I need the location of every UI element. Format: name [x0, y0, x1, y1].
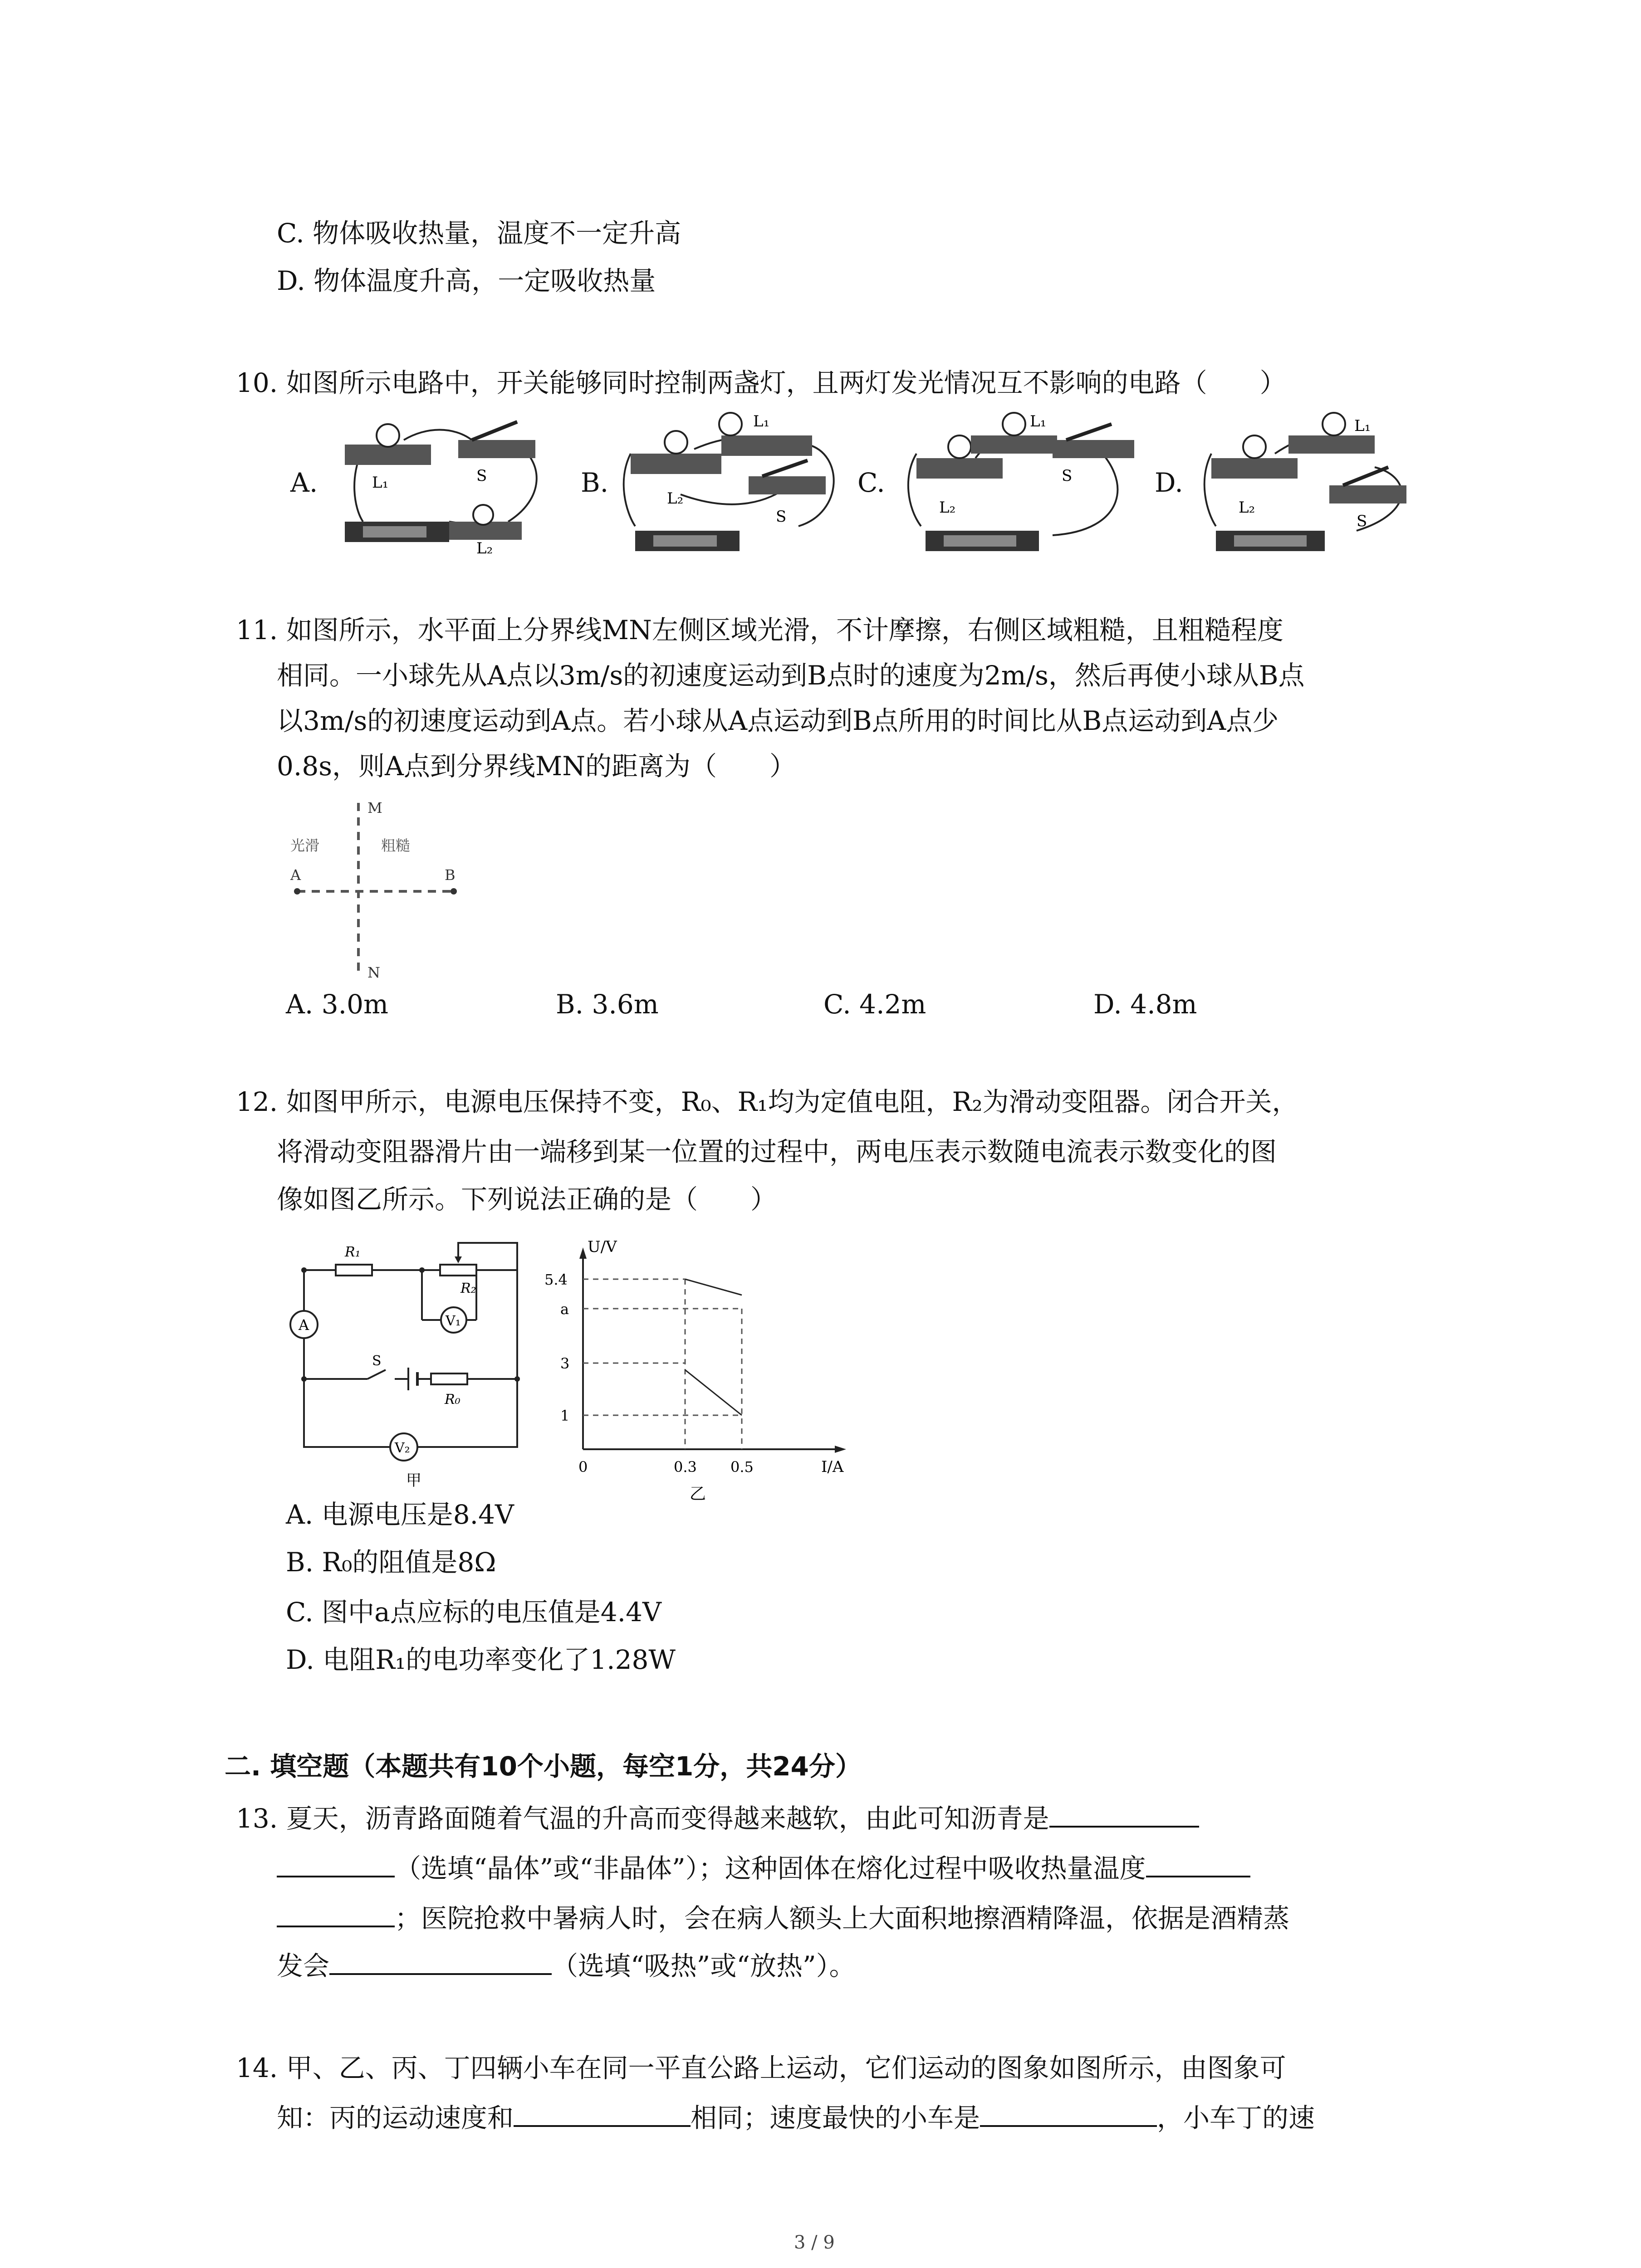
section-2-title: 二. 填空题（本题共有10个小题，每空1分，共24分）	[225, 1751, 862, 1782]
switch-base	[749, 476, 826, 494]
q11-option-c: C. 4.2m	[823, 989, 926, 1020]
q12-line-3: 像如图乙所示。下列说法正确的是（ ）	[277, 1184, 777, 1215]
q13-blank-3a[interactable]	[1146, 1853, 1250, 1877]
q10-circuit-c	[898, 408, 1143, 558]
q13-text-1: 13. 夏天，沥青路面随着气温的升高而变得越来越软，由此可知沥青是	[236, 1803, 1049, 1834]
label-l2: L₂	[667, 489, 684, 508]
q14-line-1: 14. 甲、乙、丙、丁四辆小车在同一平直公路上运动，它们运动的图象如图所示，由图象可	[236, 2053, 1286, 2083]
q12-option-d: D. 电阻R₁的电功率变化了1.28W	[286, 1644, 676, 1675]
q13-blank-3b[interactable]	[277, 1903, 395, 1927]
q12-line-1: 12. 如图甲所示，电源电压保持不变，R₀、R₁均为定值电阻，R₂为滑动变阻器。闭合开关，	[236, 1086, 1298, 1117]
q13-blank-2[interactable]	[277, 1853, 395, 1877]
q13-text-4b: （选填“吸热”或“放热”）。	[552, 1950, 856, 1981]
q10-circuit-b	[617, 408, 853, 558]
q13-text-4a: 发会	[277, 1950, 330, 1981]
label-l1: L₁	[1354, 417, 1371, 435]
q11-line-3: 以3m/s的初速度运动到A点。若小球从A点运动到B点所用的时间比从B点运动到A点少	[277, 705, 1279, 736]
q9-option-d: D. 物体温度升高，一定吸收热量	[277, 265, 656, 296]
q12-option-b: B. R₀的阻值是8Ω	[286, 1547, 496, 1578]
q14-blank-2[interactable]	[980, 2102, 1157, 2127]
label-m: M	[367, 799, 382, 816]
q14-text-2b: 相同；速度最快的小车是	[691, 2102, 980, 2133]
q12-option-a: A. 电源电压是8.4V	[286, 1499, 514, 1530]
label-r2: R₂	[460, 1281, 476, 1296]
label-l1: L₁	[1030, 412, 1047, 430]
q10-option-b-label: B.	[581, 467, 609, 498]
x-tick-0-3: 0.3	[674, 1458, 697, 1476]
bulb-l2-icon	[1243, 435, 1266, 458]
q12-graph-yi	[535, 1234, 862, 1506]
label-b: B	[445, 866, 456, 884]
q13-text-2: （选填“晶体”或“非晶体”）；这种固体在熔化过程中吸收热量温度	[395, 1853, 1146, 1884]
q13-blank-1[interactable]	[1049, 1803, 1199, 1828]
label-s: S	[776, 508, 787, 526]
q11-option-a: A. 3.0m	[286, 989, 388, 1020]
q13-line-2	[277, 1853, 1250, 1885]
label-s: S	[1357, 512, 1367, 530]
x-tick-0-5: 0.5	[730, 1458, 754, 1476]
q10-option-c-label: C.	[857, 467, 885, 498]
bulb-l1-icon	[1323, 413, 1345, 435]
caption-yi: 乙	[690, 1485, 706, 1503]
resistor-r0	[431, 1374, 467, 1384]
label-rough: 粗糙	[381, 837, 411, 854]
q14-blank-1[interactable]	[514, 2102, 691, 2127]
switch-base	[1053, 440, 1134, 458]
y-tick-5-4: 5.4	[544, 1271, 568, 1288]
label-ammeter: A	[299, 1316, 309, 1334]
switch-base	[1329, 485, 1406, 503]
y-tick-1: 1	[560, 1407, 570, 1424]
x-axis-label: I/A	[821, 1458, 844, 1476]
label-l2: L₂	[1239, 499, 1255, 517]
q14-text-2c: ，小车丁的速	[1157, 2102, 1315, 2133]
label-s: S	[476, 467, 487, 485]
y-tick-3: 3	[560, 1355, 570, 1372]
label-r1: R₁	[345, 1244, 361, 1260]
q11-line-4: 0.8s，则A点到分界线MN的距离为（ ）	[277, 751, 796, 782]
q11-figure	[281, 794, 472, 984]
q14-line-2	[277, 2102, 1315, 2134]
q13-line-1	[236, 1803, 1199, 1835]
q10-circuit-a	[336, 408, 563, 558]
q13-line-3	[277, 1903, 1289, 1935]
label-l2: L₂	[476, 539, 493, 557]
label-a: A	[290, 866, 301, 884]
bulb-l2-icon	[948, 435, 971, 458]
label-l1: L₁	[372, 474, 389, 492]
q13-line-4	[277, 1950, 856, 1982]
q12-line-2: 将滑动变阻器滑片由一端移到某一位置的过程中，两电压表示数随电流表示数变化的图	[277, 1136, 1277, 1167]
page-number: 3 / 9	[794, 2232, 835, 2253]
bulb-l1-icon	[719, 413, 742, 435]
y-tick-a: a	[560, 1300, 569, 1318]
label-l2: L₂	[939, 499, 956, 517]
label-smooth: 光滑	[290, 837, 320, 854]
q9-option-c: C. 物体吸收热量，温度不一定升高	[277, 218, 681, 249]
graph-line-lower	[685, 1370, 742, 1415]
rheostat-r2	[440, 1265, 476, 1276]
q10-option-a-label: A.	[290, 467, 318, 498]
resistor-r1	[336, 1265, 372, 1276]
caption-jia: 甲	[406, 1471, 421, 1490]
switch-base	[458, 440, 535, 458]
label-n: N	[367, 964, 380, 981]
label-s: S	[372, 1353, 382, 1369]
label-v2: V₂	[395, 1440, 410, 1456]
x-tick-0: 0	[578, 1458, 588, 1476]
q13-text-3: ；医院抢救中暑病人时，会在病人额头上大面积地擦酒精降温，依据是酒精蒸	[395, 1903, 1290, 1934]
q10-option-d-label: D.	[1155, 467, 1183, 498]
q11-option-b: B. 3.6m	[556, 989, 659, 1020]
q12-circuit-jia	[277, 1225, 531, 1497]
q11-line-2: 相同。一小球先从A点以3m/s的初速度运动到B点时的速度为2m/s，然后再使小球从B点	[277, 660, 1305, 691]
q11-option-d: D. 4.8m	[1093, 989, 1197, 1020]
label-r0: R₀	[445, 1392, 460, 1408]
bulb-l1-icon	[377, 424, 399, 447]
q12-option-c: C. 图中a点应标的电压值是4.4V	[286, 1597, 661, 1628]
label-l1: L₁	[753, 412, 770, 430]
q14-text-2a: 知：丙的运动速度和	[277, 2102, 514, 2133]
q11-line-1: 11. 如图所示，水平面上分界线MN左侧区域光滑，不计摩擦，右侧区域粗糙，且粗糙程度	[236, 615, 1283, 645]
y-axis-label: U/V	[588, 1238, 617, 1256]
q10-stem: 10. 如图所示电路中，开关能够同时控制两盏灯，且两灯发光情况互不影响的电路（ ）	[236, 367, 1286, 398]
q10-circuit-d	[1198, 408, 1434, 558]
bulb-l2-icon	[473, 505, 493, 525]
bulb-l1-icon	[1003, 413, 1025, 435]
q13-blank-4[interactable]	[329, 1950, 552, 1975]
label-s: S	[1062, 467, 1073, 485]
label-v1: V₁	[446, 1313, 461, 1329]
graph-line-upper	[685, 1279, 742, 1295]
bulb-l2-icon	[665, 431, 687, 454]
